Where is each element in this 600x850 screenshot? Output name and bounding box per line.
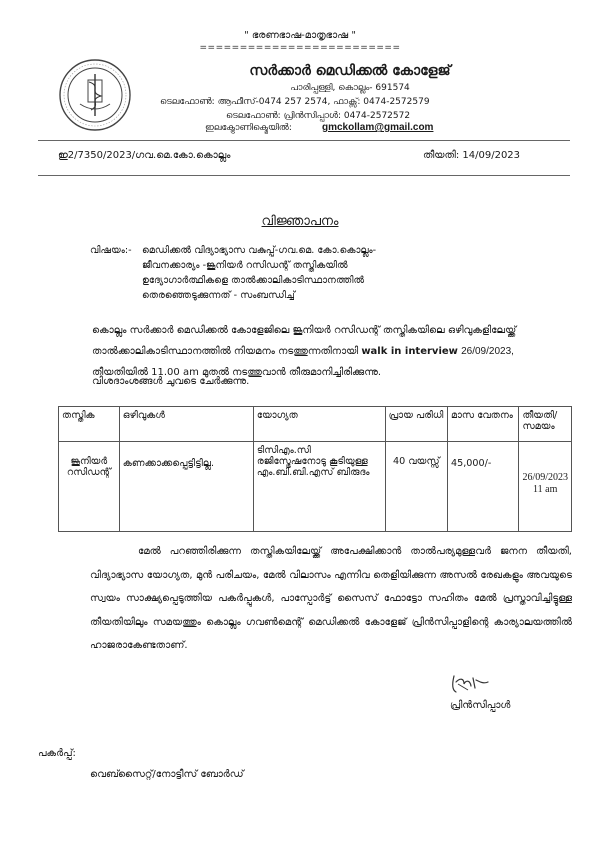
table-row [59, 442, 572, 532]
header-post: തസ്തിക [59, 407, 120, 442]
reference-rule [38, 175, 570, 176]
college-emblem-icon [58, 58, 132, 132]
instructions-text: മേൽ പറഞ്ഞിരിക്കുന്ന തസ്തികയിലേയ്ക്ക് അപേക്ഷിക്കാൻ താൽപര്യമുള്ളവർ ജനന തീയതി, വിദ്യാഭ്യാസ യോഗ്യത, മുൻ പരിചയം, മേൽ വിലാസം എന്നിവ തെളിയിക്കുന്ന അസൽ രേഖകളും അവയുടെ സ്വയം സാക്ഷ്യപ്പെടുത്തിയ പകർപ്പുകൾ, പാസ്പോർട്ട് സൈസ് ഫോട്ടോ സഹിതം മേൽ പ്രസ്താവിച്ചിട്ടുള്ള തീയതിയിലും സമയത്തും കൊല്ലം ഗവൺമെന്റ് മെഡിക്കൽ കോളേജ് പ്രിൻസിപ്പാളിന്റെ കാര്യാലയത്തിൽ ഹാജരാകേണ്ടതാണ്. [90, 546, 572, 651]
notice-title-text: വിജ്ഞാപനം [261, 214, 339, 229]
cell-date: 26/09/2023 [522, 472, 568, 483]
header-date-time: തീയതി/ സമയം [519, 407, 572, 442]
cell-vacancies: കണക്കാക്കപ്പെട്ടിട്ടില്ല. [119, 442, 253, 532]
cell-post: ജൂനിയർ റസിഡന്റ് [59, 442, 120, 532]
notice-body-paragraph [92, 320, 572, 383]
header-age-limit: പ്രായ പരിധി [385, 407, 447, 442]
subject-block [90, 243, 376, 303]
cell-salary: 45,000/- [448, 442, 519, 532]
cell-date-time [519, 442, 572, 532]
header-qualification: യോഗ്യത [253, 407, 385, 442]
cell-time: 11 am [533, 484, 558, 495]
subject-line: തെരഞ്ഞെടുക്കുന്നത് - സംബന്ധിച്ച് [142, 290, 295, 301]
college-address: പാരിപ്പള്ളി, കൊല്ലം- 691574 [290, 83, 410, 93]
subject-line: ഉദ്യോഗാർത്ഥികളെ താൽക്കാലികാടിസ്ഥാനത്തിൽ [142, 275, 365, 286]
vacancy-table [58, 406, 572, 532]
notice-title [0, 214, 600, 229]
cell-qualification: ടിസിഎം.സി രജിസ്ട്രേഷനോടു കൂടിയുള്ള എം.ബി.ബി.എസ് ബിരുദം [253, 442, 385, 532]
body-text: കൊല്ലം സർക്കാർ മെഡിക്കൽ കോളേജിലെ ജൂനിയർ റസിഡന്റ് തസ്തികയിലെ ഒഴിവുകളിലേയ്ക്ക് താൽക്കാലികാടിസ്ഥാനത്തിൽ നിയമനം നടത്തുന്നതിനായി [92, 325, 517, 357]
email-label: ഇലക്ട്രോണിക്മെയിൽ: [205, 123, 292, 133]
notice-date: തീയതി: 14/09/2023 [423, 150, 521, 161]
header-separator: ========================= [199, 43, 401, 53]
signatory-title: പ്രിൻസിപ്പാൾ [450, 700, 511, 711]
header-salary: മാസ വേതനം [448, 407, 519, 442]
college-name: സർക്കാർ മെഡിക്കൽ കോളേജ് [249, 63, 451, 79]
subject-line: മെഡിക്കൽ വിദ്യാഭ്യാസ വകുപ്പ്-ഗവ.മെ. കോ.കൊല്ലം- [142, 245, 377, 256]
details-intro: വിശദാംശങ്ങൾ ചുവടെ ചേർക്കുന്നു. [92, 376, 250, 387]
header-vacancies: ഒഴിവുകൾ [119, 407, 253, 442]
instructions-paragraph [90, 540, 572, 658]
walk-in-interview: walk in interview [361, 346, 458, 357]
copy-label: പകർപ്പ്: [38, 748, 76, 759]
principal-phone: ടെലഫോൺ: പ്രിൻസിപ്പാൾ: 0474-2572572 [226, 111, 411, 121]
copy-recipients: വെബ്സൈറ്റ്/നോട്ടീസ് ബോർഡ് [90, 769, 244, 780]
subject-label: വിഷയം:- [90, 245, 132, 256]
header-rule [38, 140, 570, 141]
subject-line: ജീവനക്കാര്യം -ജൂനിയർ റസിഡന്റ് തസ്തികയിൽ [142, 260, 348, 271]
office-phone: ടെലഫോൺ: ആഫീസ്-0474 257 2574, ഫാക്സ്: 0474-2572579 [160, 97, 430, 107]
body-text: തീയതിയിൽ 11.00 am മുതൽ നടത്തുവാൻ തീരുമാനിച്ചിരിക്കുന്നു. [92, 367, 382, 378]
signature-icon [446, 670, 496, 700]
cell-age-limit: 40 വയസ്സ് [385, 442, 447, 532]
reference-number: ഇ2/7350/2023/ഗവ.മെ.കോ.കൊല്ലം [58, 150, 231, 161]
table-header-row [59, 407, 572, 442]
email-address: gmckollam@gmail.com [322, 122, 434, 133]
interview-date: 26/09/2023, [461, 346, 514, 357]
official-language-slogan: " ഭരണഭാഷ-മാതൃഭാഷ " [244, 30, 356, 41]
